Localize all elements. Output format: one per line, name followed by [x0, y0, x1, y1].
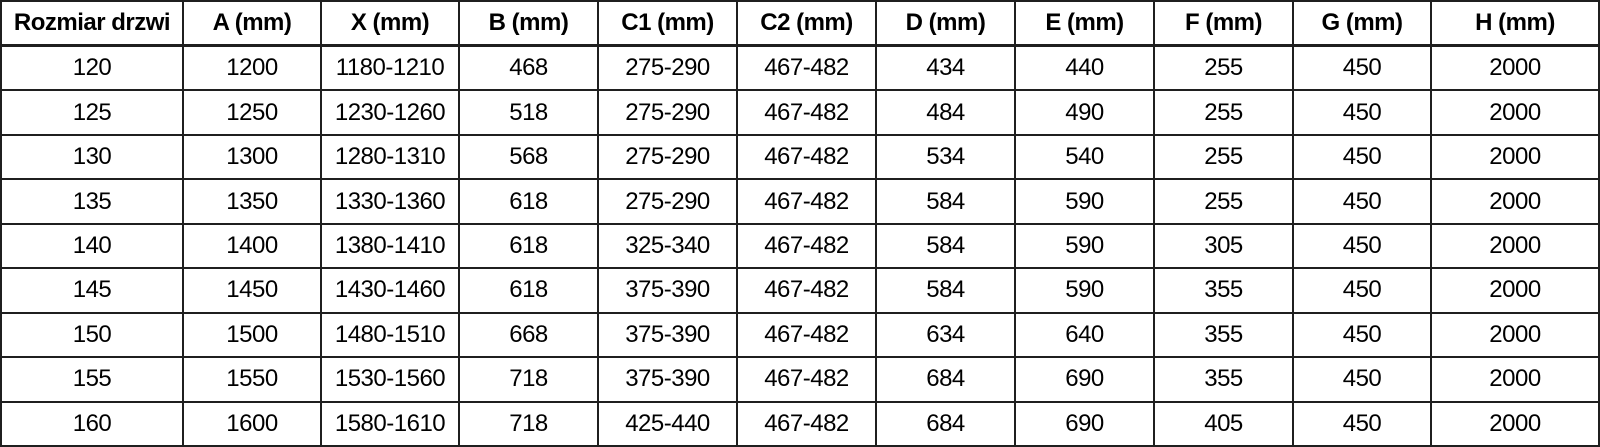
table-cell: 690 [1015, 357, 1154, 401]
column-header-b: B (mm) [459, 1, 598, 46]
table-cell: 467-482 [737, 46, 876, 91]
table-cell: 1180-1210 [321, 46, 459, 91]
table-cell: 1400 [183, 224, 321, 268]
table-cell: 467-482 [737, 179, 876, 223]
column-header-g: G (mm) [1293, 1, 1431, 46]
table-cell: 467-482 [737, 313, 876, 357]
table-cell: 584 [876, 268, 1015, 312]
table-cell: 467-482 [737, 402, 876, 447]
column-header-e: E (mm) [1015, 1, 1154, 46]
table-header [1, 1, 1599, 46]
table-cell: 450 [1293, 313, 1431, 357]
column-header-x: X (mm) [321, 1, 459, 46]
table-row [1, 46, 1599, 91]
table-cell: 590 [1015, 179, 1154, 223]
table-row [1, 179, 1599, 223]
table-cell: 1350 [183, 179, 321, 223]
table-cell: 450 [1293, 46, 1431, 91]
table-cell: 518 [459, 90, 598, 134]
table-cell: 490 [1015, 90, 1154, 134]
table-cell: 255 [1154, 90, 1293, 134]
table-cell: 640 [1015, 313, 1154, 357]
table-cell: 160 [1, 402, 183, 447]
table-cell: 375-390 [598, 313, 737, 357]
column-header-f: F (mm) [1154, 1, 1293, 46]
table-cell: 468 [459, 46, 598, 91]
table-cell: 2000 [1431, 135, 1599, 179]
table-cell: 120 [1, 46, 183, 91]
table-cell: 684 [876, 402, 1015, 447]
table-cell: 467-482 [737, 357, 876, 401]
table-cell: 275-290 [598, 90, 737, 134]
column-header-h: H (mm) [1431, 1, 1599, 46]
table-cell: 1530-1560 [321, 357, 459, 401]
table-cell: 484 [876, 90, 1015, 134]
table-cell: 355 [1154, 268, 1293, 312]
table-cell: 540 [1015, 135, 1154, 179]
table-cell: 440 [1015, 46, 1154, 91]
table-cell: 1280-1310 [321, 135, 459, 179]
table-cell: 450 [1293, 90, 1431, 134]
table-row [1, 90, 1599, 134]
table-cell: 355 [1154, 357, 1293, 401]
table-cell: 618 [459, 268, 598, 312]
column-header-d: D (mm) [876, 1, 1015, 46]
table-cell: 467-482 [737, 268, 876, 312]
table-cell: 450 [1293, 357, 1431, 401]
table-cell: 1480-1510 [321, 313, 459, 357]
table-cell: 325-340 [598, 224, 737, 268]
table-cell: 155 [1, 357, 183, 401]
table-cell: 450 [1293, 268, 1431, 312]
table-cell: 1450 [183, 268, 321, 312]
table-cell: 255 [1154, 135, 1293, 179]
table-header-row [1, 1, 1599, 46]
column-header-a: A (mm) [183, 1, 321, 46]
table-cell: 2000 [1431, 179, 1599, 223]
table-cell: 450 [1293, 224, 1431, 268]
table-cell: 125 [1, 90, 183, 134]
table-cell: 1500 [183, 313, 321, 357]
table-cell: 2000 [1431, 313, 1599, 357]
table-cell: 1550 [183, 357, 321, 401]
table-cell: 568 [459, 135, 598, 179]
table-cell: 450 [1293, 135, 1431, 179]
column-header-rozmiar-drzwi: Rozmiar drzwi [1, 1, 183, 46]
table-cell: 584 [876, 179, 1015, 223]
table-cell: 425-440 [598, 402, 737, 447]
table-body [1, 46, 1599, 447]
table-cell: 450 [1293, 402, 1431, 447]
table-cell: 1430-1460 [321, 268, 459, 312]
table-cell: 434 [876, 46, 1015, 91]
table-cell: 2000 [1431, 90, 1599, 134]
table-cell: 145 [1, 268, 183, 312]
table-row [1, 402, 1599, 447]
table-cell: 590 [1015, 224, 1154, 268]
table-cell: 275-290 [598, 46, 737, 91]
table-cell: 255 [1154, 179, 1293, 223]
table-cell: 1580-1610 [321, 402, 459, 447]
table-cell: 2000 [1431, 224, 1599, 268]
table-cell: 450 [1293, 179, 1431, 223]
table-cell: 590 [1015, 268, 1154, 312]
table-row [1, 357, 1599, 401]
table-cell: 255 [1154, 46, 1293, 91]
table-cell: 684 [876, 357, 1015, 401]
table-cell: 275-290 [598, 135, 737, 179]
table-cell: 355 [1154, 313, 1293, 357]
table-cell: 305 [1154, 224, 1293, 268]
table-row [1, 135, 1599, 179]
table-cell: 634 [876, 313, 1015, 357]
table-row [1, 313, 1599, 357]
table-cell: 467-482 [737, 90, 876, 134]
table-cell: 1330-1360 [321, 179, 459, 223]
table-cell: 275-290 [598, 179, 737, 223]
table-cell: 1300 [183, 135, 321, 179]
table-cell: 718 [459, 402, 598, 447]
table-cell: 2000 [1431, 268, 1599, 312]
table-cell: 668 [459, 313, 598, 357]
table-cell: 2000 [1431, 357, 1599, 401]
table-cell: 534 [876, 135, 1015, 179]
table-cell: 135 [1, 179, 183, 223]
table-cell: 1200 [183, 46, 321, 91]
table-cell: 2000 [1431, 402, 1599, 447]
table-row [1, 224, 1599, 268]
table-cell: 375-390 [598, 268, 737, 312]
table-cell: 150 [1, 313, 183, 357]
table-cell: 467-482 [737, 135, 876, 179]
table-cell: 1230-1260 [321, 90, 459, 134]
table-cell: 1250 [183, 90, 321, 134]
table-cell: 2000 [1431, 46, 1599, 91]
column-header-c1: C1 (mm) [598, 1, 737, 46]
table-cell: 584 [876, 224, 1015, 268]
table-cell: 1600 [183, 402, 321, 447]
table-row [1, 268, 1599, 312]
table-cell: 690 [1015, 402, 1154, 447]
table-cell: 405 [1154, 402, 1293, 447]
table-cell: 467-482 [737, 224, 876, 268]
table-cell: 618 [459, 224, 598, 268]
column-header-c2: C2 (mm) [737, 1, 876, 46]
table-cell: 130 [1, 135, 183, 179]
table-cell: 618 [459, 179, 598, 223]
table-cell: 718 [459, 357, 598, 401]
table-cell: 375-390 [598, 357, 737, 401]
table-cell: 140 [1, 224, 183, 268]
table-cell: 1380-1410 [321, 224, 459, 268]
